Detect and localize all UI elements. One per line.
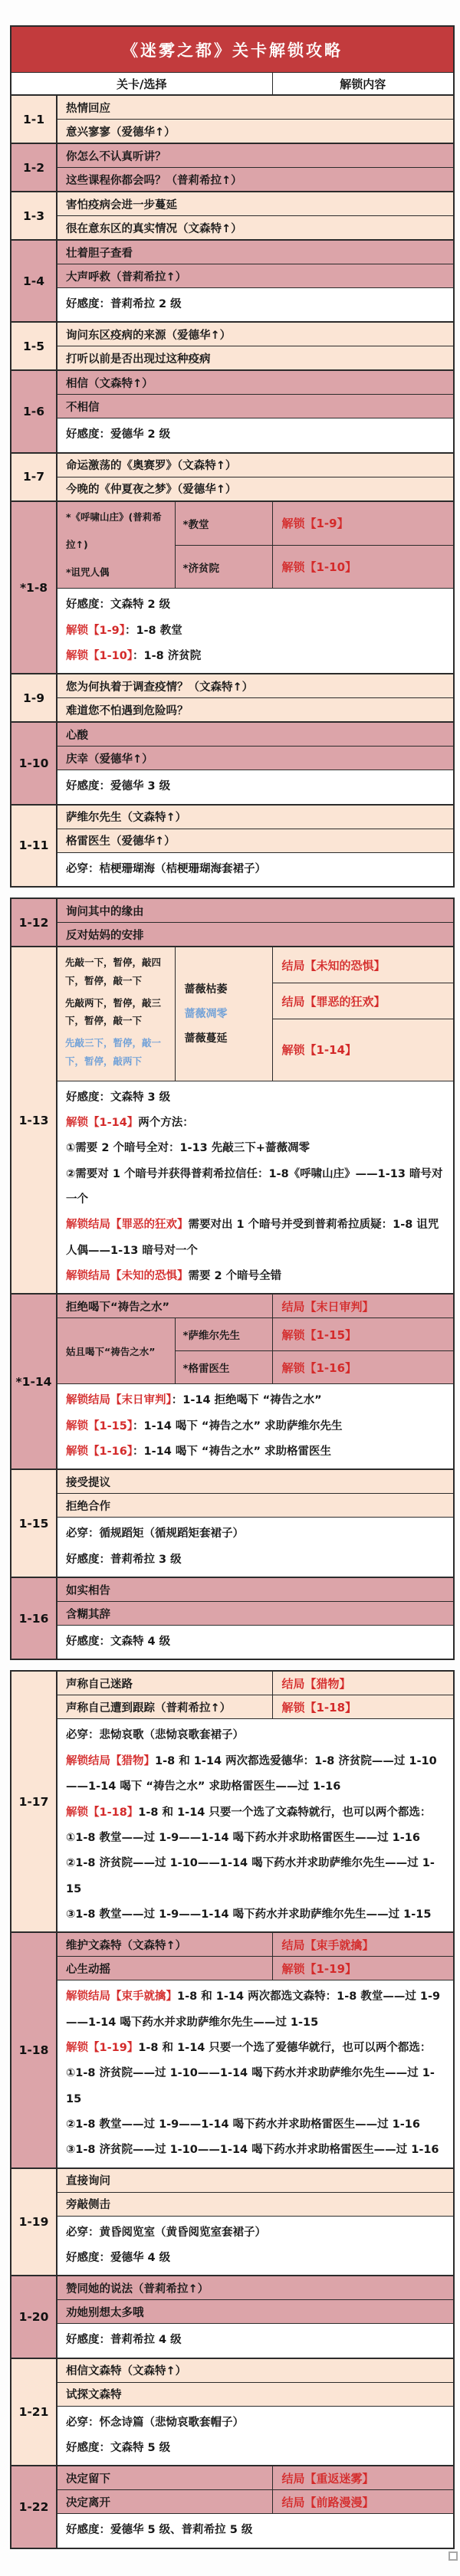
info-cell (57, 1384, 454, 1470)
text-line: 解锁【1-15】：1-14 喝下 “祷告之水” 求助萨维尔先生 (66, 1419, 343, 1432)
unlock-cell: 解锁【1-16】 (272, 1351, 454, 1384)
page-title: 《迷雾之都》关卡解锁攻略 (11, 26, 454, 73)
text-line: ①1-8 教堂——过 1-9——1-14 喝下药水并求助格雷医生——过 1-16 (66, 1831, 420, 1844)
choice-cell: 打听以前是否出现过这种疫病 (57, 346, 454, 371)
level-label: 1-3 (11, 192, 57, 240)
text-line: *《呼啸山庄》(普莉希拉↑) (66, 510, 162, 550)
text-line: 好感度：爱德华 3 级 (66, 780, 171, 793)
choice-cell: 声称自己遭到跟踪（普莉希拉↑） (57, 1695, 272, 1719)
text-line: 解锁【1-10】：1-8 济贫院 (66, 650, 202, 663)
condition-cell: *教堂 (175, 501, 272, 545)
choice-cell: 直接询问 (57, 2168, 454, 2193)
choice-cell: 声称自己迷路 (57, 1671, 272, 1695)
text-line: 先敲一下，暂停，敲四下，暂停，敲一下 (65, 957, 162, 986)
choice-cell: 不相信 (57, 395, 454, 418)
text-line: 好感度：普莉希拉 3 级 (66, 1553, 182, 1566)
text-line: 好感度：爱德华 4 级 (66, 2251, 171, 2264)
rose-code-cell (175, 947, 272, 1081)
text-line: 好感度：文森特 3 级 (66, 1091, 171, 1104)
text-line: 解锁结局【罪恶的狂欢】需要对出 1 个暗号并受到普莉希拉质疑：1-8 诅咒人偶——1-13 暗号对一个 (66, 1219, 439, 1257)
text-line: 解锁结局【未知的恐惧】需要 2 个暗号全错 (66, 1270, 282, 1283)
text-line: 好感度：文森特 2 级 (66, 599, 171, 612)
level-label: 1-1 (11, 95, 57, 143)
text-line: 好感度：文森特 5 级 (66, 2442, 171, 2454)
text-line: 解锁结局【束手就擒】1-8 和 1-14 两次都选文森特：1-8 教堂——过 1-9——1-14 喝下药水并求助萨维尔先生——过 1-15 (66, 1990, 441, 2029)
unlock-cell: 解锁【1-9】 (272, 501, 454, 545)
text-line: ①需要 2 个暗号全对：1-13 先敲三下+蔷薇凋零 (66, 1142, 310, 1155)
level-label: 1-16 (11, 1577, 57, 1659)
text-line: 解锁【1-9】：1-8 教堂 (66, 624, 182, 637)
unlock-cell: 解锁【1-14】 (272, 1019, 454, 1081)
text-line: 解锁【1-18】1-8 和 1-14 只要一个选了文森特就行，也可以两个都选： (66, 1806, 432, 1819)
text-line: 解锁结局【猎物】1-8 和 1-14 两次都选爱德华：1-8 济贫院——过 1-10——1-14 喝下 “祷告之水” 求助格雷医生——过 1-16 (66, 1754, 437, 1793)
choice-cell: 相信（文森特↑） (57, 370, 454, 395)
info-cell (57, 770, 454, 805)
unlock-cell: 结局【罪恶的狂欢】 (272, 983, 454, 1019)
text-line: 蔷薇蔓延 (184, 1032, 228, 1045)
column-header-level-choice: 关卡/选择 (11, 73, 272, 96)
text-line: 解锁【1-14】两个方法： (66, 1117, 194, 1129)
walkthrough-table-3 (10, 1670, 455, 2548)
unlock-cell: 结局【前路漫漫】 (272, 2490, 454, 2514)
choice-cell: 赞同她的说法（普莉希拉↑） (57, 2276, 454, 2300)
knock-code-cell (57, 947, 175, 1081)
info-cell (57, 2514, 454, 2548)
unlock-cell: 结局【末日审判】 (272, 1294, 454, 1318)
choice-cell: 心生动摇 (57, 1957, 272, 1980)
text-line: 先敲两下，暂停，敲三下，暂停，敲一下 (65, 996, 162, 1027)
info-cell (57, 1626, 454, 1660)
choice-cell: 这些课程你都会吗？（普莉希拉↑） (57, 168, 454, 192)
choice-cell: 难道您不怕遇到危险吗？ (57, 698, 454, 723)
walkthrough-table-2 (10, 897, 455, 1660)
walkthrough-table-1 (10, 25, 455, 888)
choice-cell: 庆幸（爱德华↑） (57, 747, 454, 770)
text-line: 好感度：普莉希拉 4 级 (66, 2334, 182, 2347)
level-label: 1-22 (11, 2466, 57, 2548)
unlock-cell: 结局【未知的恐惧】 (272, 947, 454, 983)
choice-cell: 如实相告 (57, 1577, 454, 1602)
choice-cell: 意兴寥寥（爱德华↑） (57, 120, 454, 144)
level-label: *1-14 (11, 1294, 57, 1469)
level-label: 1-4 (11, 240, 57, 322)
text-line: 解锁结局【末日审判】：1-14 拒绝喝下 “祷告之水” (66, 1394, 322, 1407)
text-line: 必穿：怀念诗篇（悲恸哀歌套帽子） (66, 2416, 244, 2429)
choice-cell: 含糊其辞 (57, 1602, 454, 1626)
text-line: ③1-8 教堂——过 1-9——1-14 喝下药水并求助萨维尔先生——过 1-15 (66, 1908, 432, 1921)
condition-cell: *萨维尔先生 (175, 1318, 272, 1351)
choice-cell: 心酸 (57, 722, 454, 747)
text-line: ③1-8 济贫院——过 1-10——1-14 喝下药水并求助格雷医生——过 1-16 (66, 2144, 439, 2157)
choice-cell: 萨维尔先生（文森特↑） (57, 805, 454, 829)
text-line: 必穿：黄昏阅览室（黄昏阅览室套裙子） (66, 2226, 266, 2239)
info-cell (57, 589, 454, 674)
choice-cell: 壮着胆子查看 (57, 240, 454, 264)
choice-cell: 今晚的《仲夏夜之梦》（爱德华↑） (57, 477, 454, 501)
unlock-cell: 解锁【1-19】 (272, 1957, 454, 1980)
info-cell (57, 2216, 454, 2276)
info-cell (57, 1980, 454, 2168)
text-line: 必穿：悲恸哀歌（悲恸哀歌套裙子） (66, 1729, 244, 1742)
choice-cell: 接受提议 (57, 1469, 454, 1494)
column-header-unlock: 解锁内容 (272, 73, 454, 96)
choice-cell: 害怕疫病会进一步蔓延 (57, 192, 454, 216)
text-line: 先敲三下，暂停，敲一下，暂停，敲两下 (65, 1037, 162, 1067)
text-line: ②需要对 1 个暗号并获得普莉希拉信任：1-8《呼啸山庄》——1-13 暗号对一个 (66, 1167, 443, 1206)
choice-cell: 拒绝合作 (57, 1494, 454, 1518)
text-line: 解锁【1-19】1-8 和 1-14 只要一个选了爱德华就行，也可以两个都选： (66, 2041, 432, 2054)
level-label: 1-12 (11, 898, 57, 947)
level-label: 1-21 (11, 2358, 57, 2466)
info-cell (57, 1081, 454, 1294)
level-label: 1-19 (11, 2168, 57, 2276)
choice-cell: 您为何执着于调查疫情？（文森特↑） (57, 674, 454, 698)
text-line: 好感度：爱德华 5 级、普莉希拉 5 级 (66, 2524, 253, 2537)
info-cell (57, 418, 454, 453)
choice-cell: 反对姑妈的安排 (57, 923, 454, 947)
text-line: 蔷薇凋零 (184, 1007, 228, 1020)
text-line: ①1-8 济贫院——过 1-10——1-14 喝下药水并求助萨维尔先生——过 1-15 (66, 2067, 435, 2105)
unlock-cell: 解锁【1-10】 (272, 545, 454, 589)
unlock-cell: 解锁【1-18】 (272, 1695, 454, 1719)
unlock-cell: 解锁【1-15】 (272, 1318, 454, 1351)
text-line: ②1-8 济贫院——过 1-10——1-14 喝下药水并求助萨维尔先生——过 1-15 (66, 1857, 435, 1895)
level-label: 1-9 (11, 674, 57, 722)
choice-cell (57, 501, 175, 589)
level-label: 1-6 (11, 370, 57, 452)
unlock-cell: 结局【束手就擒】 (272, 1932, 454, 1957)
text-line: 好感度：普莉希拉 2 级 (66, 298, 182, 310)
choice-cell: 决定离开 (57, 2490, 272, 2514)
choice-cell: 询问东区疫病的来源（爱德华↑） (57, 322, 454, 346)
choice-cell: 旁敲侧击 (57, 2192, 454, 2216)
level-label: *1-8 (11, 501, 57, 674)
info-cell (57, 2406, 454, 2466)
level-label: 1-20 (11, 2276, 57, 2358)
text-line: 必穿：循规蹈矩（循规蹈矩套裙子） (66, 1528, 244, 1541)
text-line: 必穿：桔梗珊瑚海（桔梗珊瑚海套裙子） (66, 862, 266, 875)
level-label: 1-13 (11, 947, 57, 1294)
choice-cell: 劝她别想太多哦 (57, 2300, 454, 2324)
choice-cell: 命运激荡的《奥赛罗》（文森特↑） (57, 453, 454, 477)
level-label: 1-15 (11, 1469, 57, 1577)
text-line: ②1-8 教堂——过 1-9——1-14 喝下药水并求助格雷医生——过 1-16 (66, 2118, 420, 2131)
text-line: 解锁【1-16】：1-14 喝下 “祷告之水” 求助格雷医生 (66, 1446, 332, 1459)
text-line: 好感度：文森特 4 级 (66, 1636, 171, 1649)
level-label: 1-18 (11, 1932, 57, 2167)
choice-cell: 询问其中的缘由 (57, 898, 454, 923)
info-cell (57, 1719, 454, 1932)
choice-cell: 维护文森特（文森特↑） (57, 1932, 272, 1957)
unlock-cell: 结局【重返迷雾】 (272, 2466, 454, 2490)
level-label: 1-2 (11, 143, 57, 192)
unlock-cell: 结局【猎物】 (272, 1671, 454, 1695)
selection-handle-artifact (449, 2551, 458, 2561)
choice-cell: 相信文森特（文森特↑） (57, 2358, 454, 2383)
choice-cell: 热情回应 (57, 95, 454, 120)
level-label: 1-7 (11, 453, 57, 501)
level-label: 1-11 (11, 805, 57, 887)
choice-cell: 试探文森特 (57, 2382, 454, 2406)
choice-cell: 格雷医生（爱德华↑） (57, 829, 454, 852)
choice-cell: 大声呼救（普莉希拉↑） (57, 264, 454, 288)
level-label: 1-5 (11, 322, 57, 370)
text-line: 好感度：爱德华 2 级 (66, 428, 171, 441)
choice-cell: 拒绝喝下“祷告之水” (57, 1294, 272, 1318)
condition-cell: *格雷医生 (175, 1351, 272, 1384)
info-cell (57, 852, 454, 887)
level-label: 1-17 (11, 1671, 57, 1932)
text-line: 蔷薇枯萎 (184, 983, 228, 996)
choice-cell: 姑且喝下“祷告之水” (57, 1318, 175, 1384)
choice-cell: 很在意东区的真实情况（文森特↑） (57, 216, 454, 241)
condition-cell: *济贫院 (175, 545, 272, 589)
info-cell (57, 1518, 454, 1577)
choice-cell: 你怎么不认真听讲？ (57, 143, 454, 168)
text-line: *诅咒人偶 (66, 566, 110, 579)
level-label: 1-10 (11, 722, 57, 804)
choice-cell: 决定留下 (57, 2466, 272, 2490)
info-cell (57, 2324, 454, 2358)
info-cell (57, 288, 454, 323)
